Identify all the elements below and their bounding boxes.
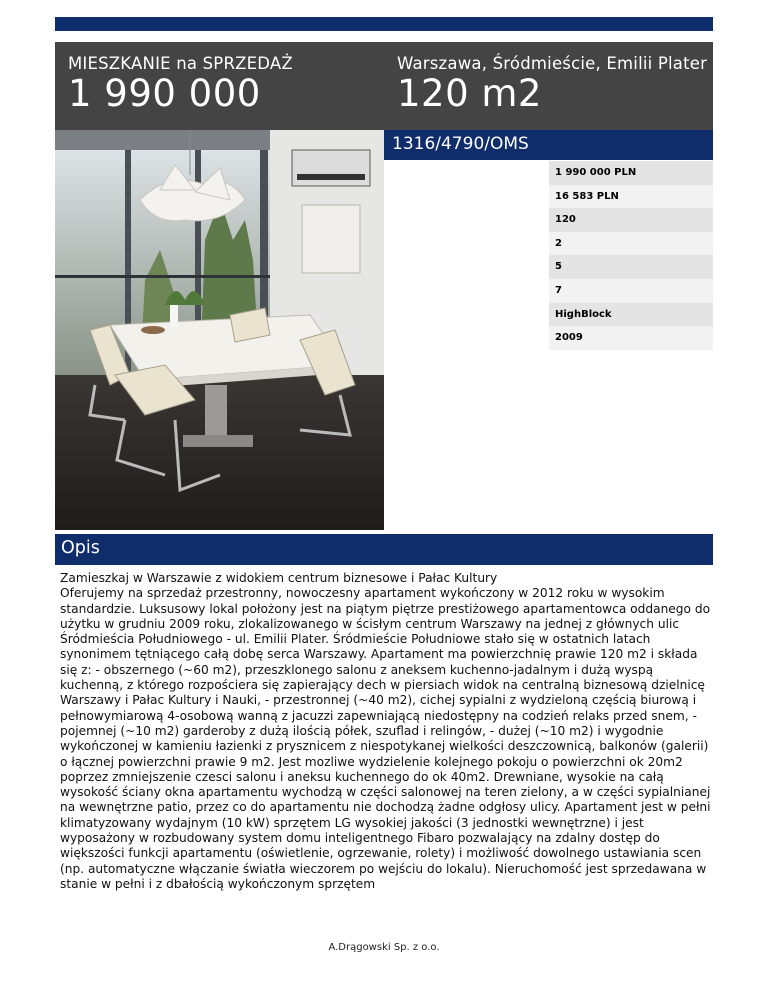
param-value: 16 583 PLN xyxy=(555,190,619,202)
param-row xyxy=(384,303,713,327)
param-key xyxy=(384,232,549,256)
listing-header xyxy=(55,42,713,130)
location: Warszawa, Śródmieście, Emilii Plater xyxy=(397,54,708,73)
parameters-table xyxy=(384,161,713,350)
top-accent-bar xyxy=(55,17,713,31)
description-section-header xyxy=(55,534,713,565)
param-key xyxy=(384,255,549,279)
reference-number-bar xyxy=(384,130,713,160)
param-row xyxy=(384,185,713,209)
offer-type: MIESZKANIE na SPRZEDAŻ xyxy=(68,54,293,73)
section-title: Opis xyxy=(61,538,100,558)
param-key xyxy=(384,161,549,185)
price: 1 990 000 xyxy=(68,72,261,115)
header-right xyxy=(384,42,713,130)
param-row xyxy=(384,326,713,350)
param-value: 120 xyxy=(555,214,576,226)
param-key xyxy=(384,326,549,350)
reference-number: 1316/4790/OMS xyxy=(392,134,529,154)
header-left xyxy=(55,42,384,130)
param-key xyxy=(384,303,549,327)
footer-company: A.Drągowski Sp. z o.o. xyxy=(328,942,440,953)
param-row xyxy=(384,232,713,256)
param-value: 1 990 000 PLN xyxy=(555,167,637,178)
param-value: 7 xyxy=(555,284,562,296)
param-value: 2 xyxy=(555,237,562,249)
param-key xyxy=(384,185,549,209)
property-photo xyxy=(55,130,384,530)
description-text: Zamieszkaj w Warszawie z widokiem centrum biznesowe i Pałac Kultury Oferujemy na sprzedaż przestronny, nowoczesny apartament wykończony w 2012 roku w wysokim standardzie. Luksusowy lokal położony jest na piątym piętrze prestiżowego apartamentowca oddanego do użytku w grudniu 2009 roku, zlokalizowanego w ścisłym centrum Warszawy na jednej z głównych ulic Śródmieścia Południowego - ul. Emilii Plater. Śródmieście Południowe stało się w ostatnich latach synonimem tętniącego całą dobę serca Warszawy. Apartament ma powierzchnię prawie 120 m2 i składa się z: - obszernego (~60 m2), przeszklonego salonu z aneksem kuchenno-jadalnym i dużą wyspą kuchenną, z którego rozpościera się zapierający dech w piersiach widok na centralną biznesową dzielnicę Warszawy i Pałac Kultury i Nauki, - przestronnej (~40 m2), cichej sypialni z wydzieloną częścią biurową i pełnowymiarową 4-osobową wanną z jacuzzi zapewniającą niedostępny na codzień relaks przed snem, - pojemnej (~10 m2) garderoby z dużą ilością półek, szuflad i relingów, - dużej (~10 m2) i wygodnie wykończonej w kamieniu łazienki z prysznicem z niespotykanej wielkości deszczownicą, balkonów (galerii) o łącznej powierzchni prawie 9 m2. Jest mozliwe wydzielenie kolejnego pokoju o powierzchni ok 20m2 poprzez zmniejszenie czesci salonu i aneksu kuchennego do ok 40m2. Drewniane, wysokie na całą wysokość ściany okna apartamentu wychodzą w części salonowej na teren zielony, a w części sypialnianej na wewnętrzne patio, przez co do apartamentu nie dochodzą żadne odgłosy ulicy. Apartament jest w pełni klimatyzowany wydajnym (10 kW) sprzętem LG wysokiej jakości (3 jednostki wewnętrzne) i jest wyposażony w rozbudowany system domu inteligentnego Fibaro pozwalający na zdalny dostęp do większości funkcji apartamentu (oświetlenie, ogrzewanie, rolety) i możliwość dowolnego ustawiania scen (np. automatyczne włączanie światła wieczorem po wejściu do lokalu). Nieruchomość jest sprzedawana w stanie w pełni i z dbałością wykończonym sprzętem xyxy=(60,571,711,891)
param-value: 5 xyxy=(555,261,562,273)
param-value: 2009 xyxy=(555,332,583,344)
param-key xyxy=(384,279,549,303)
param-row xyxy=(384,255,713,279)
area: 120 m2 xyxy=(397,72,542,115)
param-key xyxy=(384,208,549,232)
param-row xyxy=(384,161,713,185)
param-row xyxy=(384,208,713,232)
param-value: HighBlock xyxy=(555,308,612,320)
param-row xyxy=(384,279,713,303)
